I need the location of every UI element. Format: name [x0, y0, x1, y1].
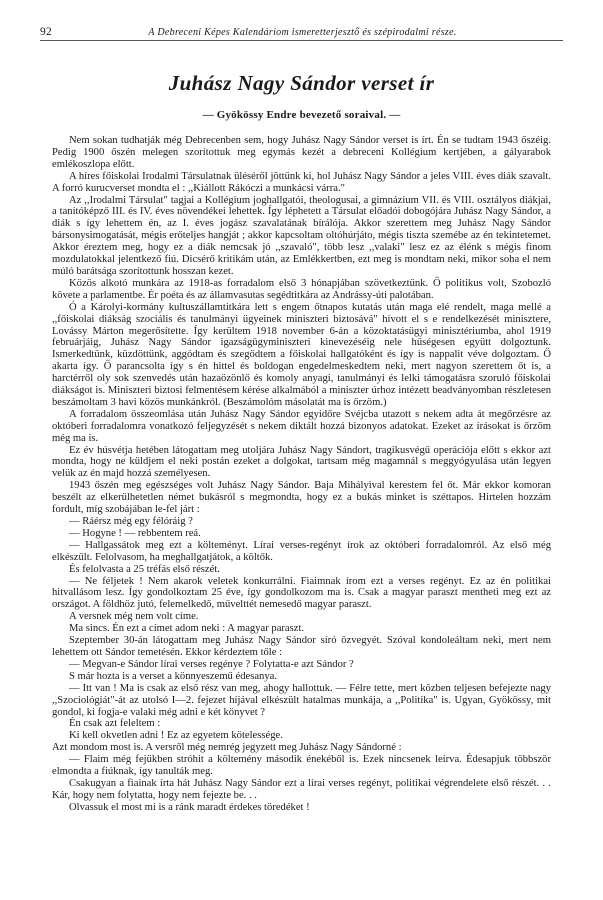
paragraph: És felolvasta a 25 tréfás első részét. — [69, 563, 220, 575]
paragraph: 1943 őszén meg egészséges volt Juhász Nagy Sándor. Baja Mihályival kerestem fel őt. Már ekkor komoran beszélt az elkerülhetetlen német bukásról s megmondta, hogy ez a bukás minket is széttapos. Hirtelen hozzám fordult, míg szobájában le-fel járt : — [52, 480, 551, 516]
paragraph: Olvassuk el most mi is a ránk maradt érdekes töredéket ! — [69, 801, 310, 813]
article-body — [52, 135, 551, 814]
dialogue-line: — Ne féljetek ! Nem akarok veletek konkurrálni. Fiaimnak írom ezt a verses regényt. Ez az én politikai hitvallásom lesz. Így gondolkoztam 25 éve, így gondolkozom ma is. Csak a magyar paraszt mentheti meg ezt az országot. A földhöz jutó, felemelkedő, művelttét nemesedő magyar paraszt. — [52, 575, 551, 611]
paragraph: Ó a Károlyi-kormány kultuszállamtitkára lett s engem őtnapos kutatás után maga elé rendelt, maga mellé a ,,főiskolai diákság szociális és tanulmányi ügyeinek miniszteri biztosává" hívott el s e rendelkezését minisztere, Lovássy Márton megerősítette. Így kerültem 1918 november 6-án a közoktatásügyi minisztériumba, ahol 1919 februárjáig, Juhász Nagy Sándor igazságügyminiszteri kinevezéséig nele hűségesen együtt dolgoztunk. Ismerkedtünk, küzdöttünk, aggódtam és szegődtem a főiskolai hallgatóként és így is nappalit véve dolgoztam. Ő akarta így. Ő parancsolta így s én hittel és boldogan engedelmeskedtem neki, mert nagyon szerettem őt is, a harctérről oly sok szenvedés után hazaözönlő és komoly anyagi, tanulmányi és lelki támogatásra szoruló főiskolai diákságot is. Miniszteri biztosi felmentésem kérése alkalmából a miniszter úrhoz intézett beadványomban részletesen beszámoltam 3 havi közös munkánkról. (Beszámolóm másolatát ma is őrzöm.) — [52, 301, 551, 408]
paragraph: S már hozta is a verset a könnyeszemű édesanya. — [69, 670, 277, 682]
page-header — [40, 26, 551, 38]
paragraph: A híres főiskolai Irodalmi Társulatnak üléséről jöttünk ki, hol Juhász Nagy Sándor a jeles VIII. éves diák szavalt. A forró kurucverset mondta el : ,,Kiállott Rákóczi a munkácsi várra." — [52, 170, 551, 194]
page-number: 92 — [40, 26, 52, 38]
header-divider — [40, 40, 563, 41]
dialogue-line: — Hogyne ! — rebbentem reá. — [69, 527, 201, 539]
paragraph: Azt mondom most is. A versről még nemrég jegyzett meg Juhász Nagy Sándorné : — [52, 742, 402, 754]
paragraph: A versnek még nem volt címe. — [69, 611, 199, 623]
paragraph: Közös alkotó munkára az 1918-as forradalom első 3 hónapjában szövetkeztünk. Ő politikus volt, Szobozló követe a parlamentbe. Ér poéta és az államvasutas segédtitkára az Andrássy-úti palotában. — [52, 277, 551, 301]
running-head: A Debreceni Képes Kalendáriom ismeretterjesztő és szépirodalmi része. — [148, 27, 457, 38]
paragraph: Ma sincs. Én ezt a címet adom neki : A magyar paraszt. — [69, 623, 305, 635]
paragraph: Ki kell okvetlen adni ! Ez az egyetem kötelessége. — [69, 730, 283, 742]
paragraph: Az ,,Irodalmi Társulat" tagjai a Kollégium joghallgatói, theologusai, a gimnázium VII. és VIII. osztályos diákjai, a tanítóképző III. és IV. éves növendékei lehettek. Így léphetett a Társulat előadói dobogójára Juhász Nagy Sándor, a diák s így lehettem én, az I. éves jogász szavalatának bírálója. Akkor szerettem meg Juhász Nagy Sándor bársonysimogatását, mégis erőteljes hangját ; akkor kapcsoltam oltóhúrjáto, mégis tiszta szemébe az én tekintetemet. Akkor éreztem meg, hogy ez a diák nemcsak jó ,,szavaló", több lesz ,,valaki" lesz ez az élénk s mégis finom mozdulatokkal jelentkező fiú. Dicsérő kritikám után, az Emlékkertben, ezt meg is mondtam neki, mikor soha el nem múló barátsága szorítottunk hosszan kezet. — [52, 194, 551, 277]
dialogue-line: — Megvan-e Sándor lírai verses regénye ? Folytatta-e azt Sándor ? — [69, 658, 354, 670]
dialogue-line: — Hallgassátok meg ezt a költeményt. Lírai verses-regényt írok az októberi forradalomról. Az első még elkészült. Felolvasom, ha meghallgatjátok, a költők. — [52, 539, 551, 563]
page-title: Juhász Nagy Sándor verset ír — [168, 71, 435, 95]
paragraph: Ez év húsvétja hetében látogattam meg utoljára Juhász Nagy Sándort, tragikusvégű operációja előtt s ekkor azt mondta, hogy ne küldjem el neki postán ezeket a dolgokat, tartsam még magamnál s meggyógyulása után legyen velük az én majd hozzá személyesen. — [52, 444, 551, 480]
dialogue-line: Csakugyan a fiainak írta hát Juhász Nagy Sándor ezt a lírai verses regényt, politikai végrendelete első részét. . . Kár, hogy nem folytatta, hogy nem fejezte be. . . — [52, 777, 551, 801]
dialogue-line: — Itt van ! Ma is csak az első rész van meg, ahogy hallottuk. — Félre tette, mert közben teljesen befejezte nagy ,,Szociológiát"-át az utolsó I—2. fejezet híjával elkészült hatalmas munkája, a ,,Politika" is. Ugyan, Gyökössy, mit gondol, ki fogja-e valaki még adni e két könyvet ? — [52, 682, 551, 718]
paragraph: — Flaim még fejükben stróhit a költemény második énekéből is. Ezek nincsenek leírva. Édesapjuk többször elmondta a fiúknak, így tanulták meg. — [52, 754, 551, 778]
paragraph: Én csak azt feleltem : — [69, 718, 161, 730]
article-subtitle: — Gyökössy Endre bevezető soraival. — — [202, 109, 401, 121]
paragraph: Szeptember 30-án látogattam meg Juhász Nagy Sándor síró özvegyét. Szóval kondoleáltam neki, mert nem lehettem ott Sándor temetésén. Ekkor kérdeztem tőle : — [52, 635, 551, 658]
dialogue-line: — Ráérsz még egy félóráig ? — [69, 516, 193, 527]
paragraph: Nem sokan tudhatják még Debrecenben sem, hogy Juhász Nagy Sándor verset is írt. Én se tudtam 1943 őszéig. Pedig 1900 őszén melegen szorítottuk meg egymás kezét a debreceni Kollégium kertjében, a gályarabok emlékoszlopa előtt. — [52, 135, 551, 170]
paragraph: A forradalom összeomlása után Juhász Nagy Sándor egyidőre Svéjcba utazott s nekem adta át megőrzésre az októberi forradalomra vonatkozó feljegyzését s nekem diktált hozzá bizonyos adatokat. Ezeket az írásokat is őrzöm még ma is. — [52, 408, 551, 444]
